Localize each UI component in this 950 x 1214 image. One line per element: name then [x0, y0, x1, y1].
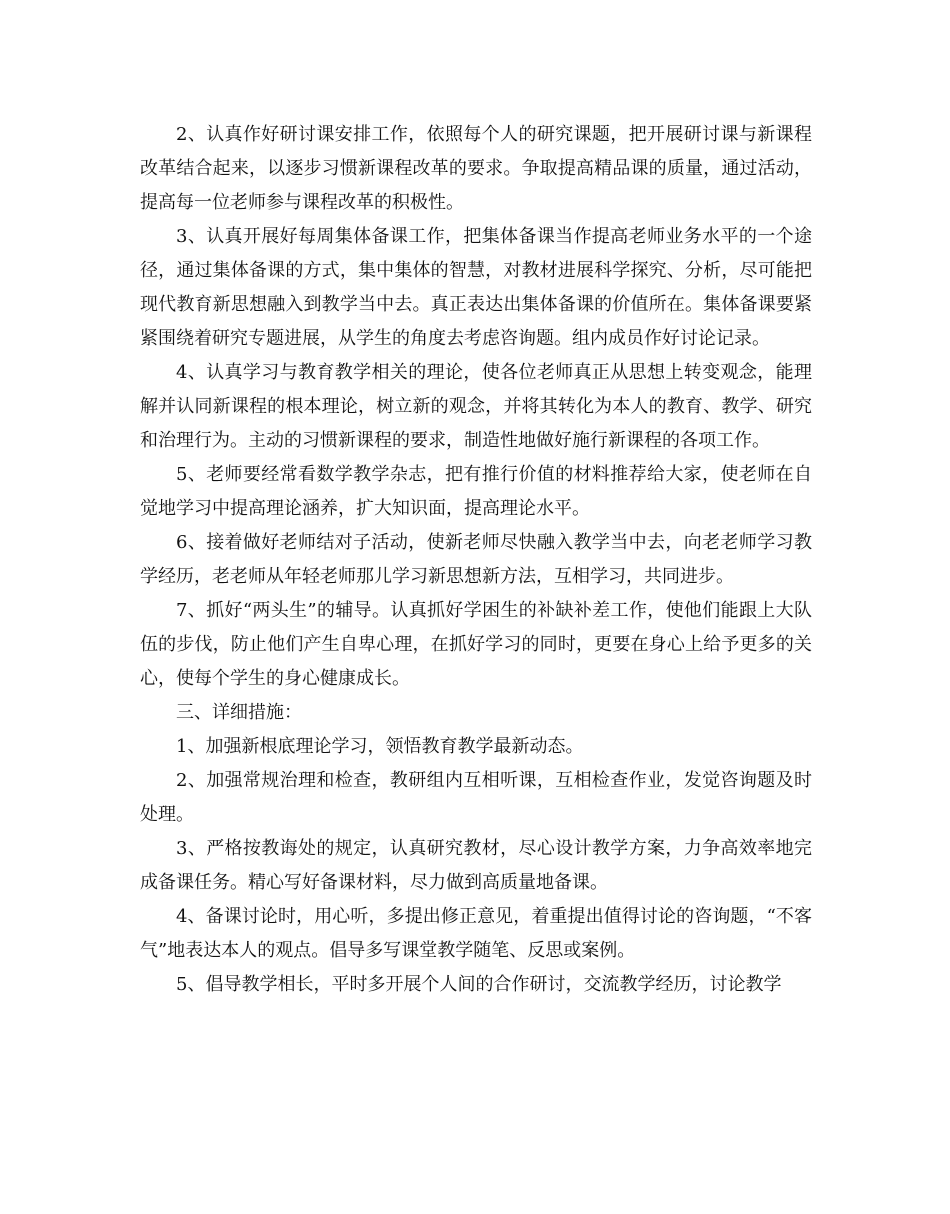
measure-item-4: 4、备课讨论时，用心听，多提出修正意见，着重提出值得讨论的咨询题，“不客气”地表达本人的观点。倡导多写课堂教学随笔、反思或案例。 [140, 906, 812, 961]
paragraph-item-5-journals: 5、老师要经常看数学教学杂志，把有推行价值的材料推荐给大家，使老师在自觉地学习中提高理论涵养，扩大知识面，提高理论水平。 [140, 464, 812, 519]
measure-item-2: 2、加强常规治理和检查，教研组内互相听课，互相检查作业，发觉咨询题及时处理。 [140, 770, 812, 825]
paragraph-item-2-seminar: 2、认真作好研讨课安排工作，依照每个人的研究课题，把开展研讨课与新课程改革结合起来，以逐步习惯新课程改革的要求。争取提高精品课的质量，通过活动，提高每一位老师参与课程改革的积极性。 [140, 124, 812, 213]
paragraph-item-7-tutoring: 7、抓好“两头生”的辅导。认真抓好学困生的补缺补差工作，使他们能跟上大队伍的步伐，防止他们产生自卑心理，在抓好学习的同时，更要在身心上给予更多的关心，使每个学生的身心健康成长。 [140, 600, 812, 689]
measure-item-5: 5、倡导教学相长，平时多开展个人间的合作研讨，交流教学经历，讨论教学 [176, 974, 782, 995]
measure-item-1: 1、加强新根底理论学习，领悟教育教学最新动态。 [176, 736, 584, 757]
paragraph-item-6-mentoring: 6、接着做好老师结对子活动，使新老师尽快融入教学当中去，向老老师学习教学经历，老老师从年轻老师那儿学习新思想新方法，互相学习，共同进步。 [140, 532, 812, 587]
paragraph-item-3-collective-lesson-prep: 3、认真开展好每周集体备课工作，把集体备课当作提高老师业务水平的一个途径，通过集体备课的方式，集中集体的智慧，对教材进展科学探究、分析，尽可能把现代教育新思想融入到教学当中去。真正表达出集体备课的价值所在。集体备课要紧紧围绕着研究专题进展，从学生的角度去考虑咨询题。组内成员作好讨论记录。 [140, 226, 812, 349]
document-body [140, 118, 812, 1002]
section-heading-measures: 三、详细措施： [176, 702, 302, 723]
paragraph-item-4-theory-study: 4、认真学习与教育教学相关的理论，使各位老师真正从思想上转变观念，能理解并认同新课程的根本理论，树立新的观念，并将其转化为本人的教育、教学、研究和治理行为。主动的习惯新课程的要求，制造性地做好施行新课程的各项工作。 [140, 362, 812, 451]
measure-item-3: 3、严格按教诲处的规定，认真研究教材，尽心设计教学方案，力争高效率地完成备课任务。精心写好备课材料，尽力做到高质量地备课。 [140, 838, 812, 893]
